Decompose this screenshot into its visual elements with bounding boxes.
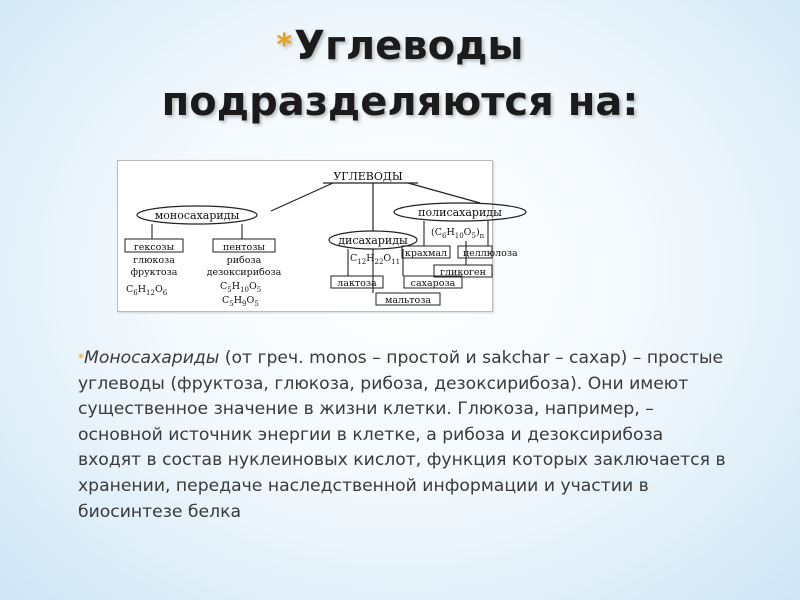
paragraph-term: Моносахариды bbox=[84, 348, 220, 368]
hexoses-label: гексозы bbox=[133, 242, 175, 253]
diagram-root-label: УГЛЕВОДЫ bbox=[333, 170, 403, 183]
pentoses-label: пентозы bbox=[222, 242, 266, 253]
title-text-1: Углеводы bbox=[294, 23, 524, 69]
paragraph-bullet-star-icon: * bbox=[78, 351, 84, 365]
pentose-formula-1: $C_5H_{10}O_5$ bbox=[220, 281, 262, 294]
di-label: дисахариды bbox=[338, 234, 408, 247]
hexose-formula: $C_6H_{12}O_6$ bbox=[126, 284, 168, 297]
carbohydrate-classification-diagram bbox=[117, 160, 518, 312]
cellulose-label: целлюлоза bbox=[463, 248, 518, 259]
poly-label: полисахариды bbox=[418, 206, 502, 219]
slide-title bbox=[0, 18, 800, 130]
title-line-1 bbox=[0, 18, 800, 74]
starch-label: крахмал bbox=[404, 248, 448, 259]
pentose-formula-2: $C_5H_9O_5$ bbox=[222, 295, 259, 308]
fructose-label: фруктоза bbox=[130, 267, 178, 278]
maltose-label: мальтоза bbox=[384, 295, 432, 306]
glucose-label: глюкоза bbox=[133, 255, 175, 266]
di-formula: $C_{12}H_{22}O_{11}$ bbox=[350, 253, 401, 266]
poly-formula: $(C_6H_{10}O_5)_n$ bbox=[431, 227, 485, 240]
glycogen-label: гликоген bbox=[440, 267, 486, 278]
monosaccharides-paragraph bbox=[78, 346, 728, 525]
mono-label: моносахариды bbox=[154, 209, 240, 222]
sucrose-label: сахароза bbox=[410, 278, 456, 289]
lactose-label: лактоза bbox=[337, 278, 377, 289]
deoxyribose-label: дезоксирибоза bbox=[206, 267, 282, 278]
diagram-svg bbox=[118, 161, 518, 311]
paragraph-body: (от греч. monos – простой и sakchar – сахар) – простые углеводы (фруктоза, глюкоза, рибоза, дезоксирибоза). Они имеют существенное значение в жизни клетки. Глюкоза, например, – основной источник энергии в клетке, а рибоза и дезоксирибоза входят в состав нуклеиновых кислот, функция которых заключается в хранении, передаче наследственной информации и участии в биосинтезе белка bbox=[78, 348, 726, 522]
title-line-2: подразделяются на: bbox=[161, 79, 639, 125]
bullet-star-icon: * bbox=[276, 28, 293, 63]
ribose-label: рибоза bbox=[226, 255, 262, 266]
